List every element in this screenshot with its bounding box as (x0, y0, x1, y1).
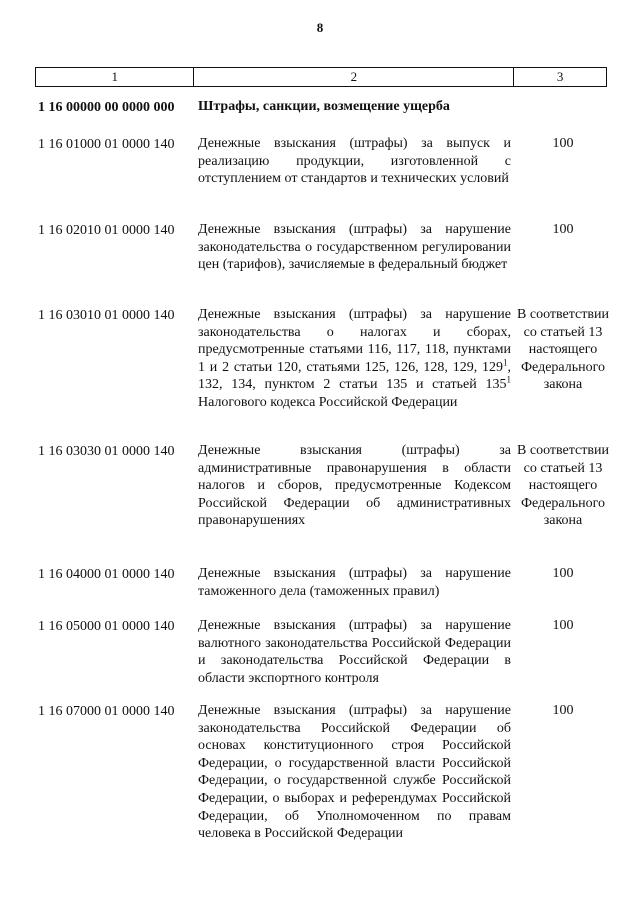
row-code: 1 16 03010 01 0000 140 (38, 308, 175, 323)
row-text: Денежные взыскания (штрафы) за нарушение таможенного дела (таможенных правил) (198, 566, 511, 599)
row-text-part-b: , 132, 134, пунктом 2 статьи 135 и статьей 135 (198, 359, 511, 393)
row-text: Денежные взыскания (штрафы) за нарушение законодательства Российской Федерации об основах конституционного строя Российской Федерации, о государственной власти Российской Федерации, о государственной службе Российской Федерации, о выборах и референдумах Российской Федерации, об Уполномоченном по правам человека в Российской Федерации (198, 703, 511, 842)
row-code: 1 16 03030 01 0000 140 (38, 444, 175, 459)
row-code: 1 16 02010 01 0000 140 (38, 223, 175, 238)
row-code: 1 16 07000 01 0000 140 (38, 704, 175, 719)
row-amount: 100 (552, 618, 574, 633)
superscript-2: 1 (506, 374, 511, 385)
superscript-1: 1 (503, 357, 508, 368)
row-amount: 100 (552, 566, 574, 581)
row-text: Денежные взыскания (штрафы) за нарушение валютного законодательства Российской Федерации и законодательства Российской Федерации в области экспортного контроля (198, 618, 511, 686)
column-header-table (35, 67, 607, 87)
row-code: 1 16 04000 01 0000 140 (38, 567, 175, 582)
column-header-2: 2 (194, 68, 514, 87)
row-text (198, 306, 511, 412)
row-amount: 100 (552, 703, 574, 718)
row-text: Денежные взыскания (штрафы) за нарушение законодательства о государственном регулировании цен (тарифов), зачисляемые в федеральный бюджет (198, 222, 511, 273)
column-header-3: 3 (514, 68, 607, 87)
row-amount: В соответствии со статьей 13 настоящего Федерального закона (517, 307, 609, 393)
row-amount: 100 (552, 136, 574, 151)
row-code: 1 16 01000 01 0000 140 (38, 137, 175, 152)
row-text-part-a: Денежные взыскания (штрафы) за нарушение законодательства о налогах и сборах, предусмотренные статьями 116, 117, 118, пунктами 1 и 2 статьи 120, статьями 125, 126, 128, 129, 129 (198, 307, 511, 375)
row-text-part-c: Налогового кодекса Российской Федерации (198, 394, 458, 410)
page-number: 8 (316, 20, 324, 35)
column-header-1: 1 (36, 68, 194, 87)
row-text: Денежные взыскания (штрафы) за выпуск и реализацию продукции, изготовленной с отступлением от стандартов и технических условий (198, 136, 511, 187)
row-amount: 100 (552, 222, 574, 237)
row-text: Штрафы, санкции, возмещение ущерба (198, 99, 450, 114)
row-code: 1 16 00000 00 0000 000 (38, 100, 175, 115)
row-text: Денежные взыскания (штрафы) за административные правонарушения в области налогов и сборов, предусмотренные Кодексом Российской Федерации об административных правонарушениях (198, 443, 511, 529)
row-code: 1 16 05000 01 0000 140 (38, 619, 175, 634)
row-amount: В соответствии со статьей 13 настоящего Федерального закона (517, 443, 609, 529)
